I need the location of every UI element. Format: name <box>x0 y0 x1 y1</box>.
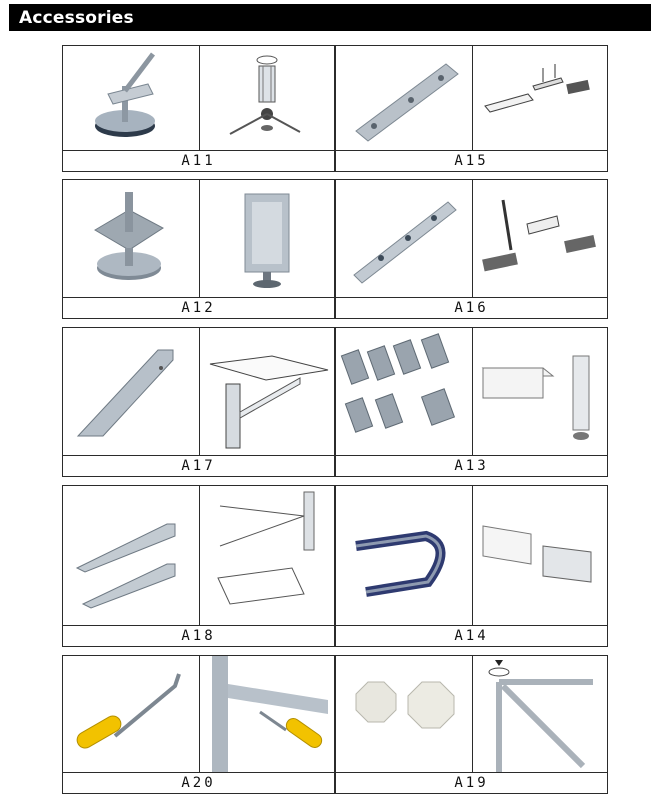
product-photo-a16-1 <box>336 180 473 298</box>
product-label-row <box>336 455 607 476</box>
product-code-a11: A11 <box>181 153 216 169</box>
product-cell-a14 <box>335 485 608 647</box>
product-code-a15: A15 <box>454 153 489 169</box>
product-drawing-a16-2 <box>473 180 607 298</box>
product-label-row <box>336 297 607 318</box>
product-photo-a13-1 <box>336 328 473 456</box>
product-photo-a20-2 <box>200 656 334 773</box>
product-photo-a19-1 <box>336 656 473 773</box>
product-label-row <box>336 150 607 171</box>
product-code-a14: A14 <box>454 628 489 644</box>
product-cell-a16 <box>335 179 608 319</box>
product-cell-a11 <box>62 45 335 172</box>
product-drawing-a15-2 <box>473 46 607 151</box>
product-label-row <box>63 772 334 793</box>
product-cell-a17 <box>62 327 335 477</box>
product-cell-a18 <box>62 485 335 647</box>
product-cell-a13 <box>335 327 608 477</box>
product-label-row <box>63 150 334 171</box>
product-code-a17: A17 <box>181 458 216 474</box>
section-title: Accessories <box>19 8 134 28</box>
product-drawing-a11-2 <box>200 46 334 151</box>
product-photo-a20-1 <box>63 656 200 773</box>
product-label-row <box>63 625 334 646</box>
product-photo-a12-1 <box>63 180 200 298</box>
product-photo-a12-2 <box>200 180 334 298</box>
product-code-a12: A12 <box>181 300 216 316</box>
product-drawing-a14-2 <box>473 486 607 626</box>
product-photo-a14-1 <box>336 486 473 626</box>
product-photo-a18-1 <box>63 486 200 626</box>
product-code-a13: A13 <box>454 458 489 474</box>
product-cell-a20 <box>62 655 335 794</box>
product-code-a16: A16 <box>454 300 489 316</box>
product-photo-a15-1 <box>336 46 473 151</box>
product-cell-a19 <box>335 655 608 794</box>
product-drawing-a17-2 <box>200 328 334 456</box>
product-label-row <box>336 772 607 793</box>
product-code-a20: A20 <box>181 775 216 791</box>
product-drawing-a19-2 <box>473 656 607 773</box>
product-code-a18: A18 <box>181 628 216 644</box>
product-label-row <box>336 625 607 646</box>
product-photo-a17-1 <box>63 328 200 456</box>
product-drawing-a13-2 <box>473 328 607 456</box>
product-label-row <box>63 297 334 318</box>
product-photo-a11-1 <box>63 46 200 151</box>
product-label-row <box>63 455 334 476</box>
product-cell-a12 <box>62 179 335 319</box>
product-drawing-a18-2 <box>200 486 334 626</box>
product-code-a19: A19 <box>454 775 489 791</box>
product-cell-a15 <box>335 45 608 172</box>
section-header <box>9 4 651 31</box>
